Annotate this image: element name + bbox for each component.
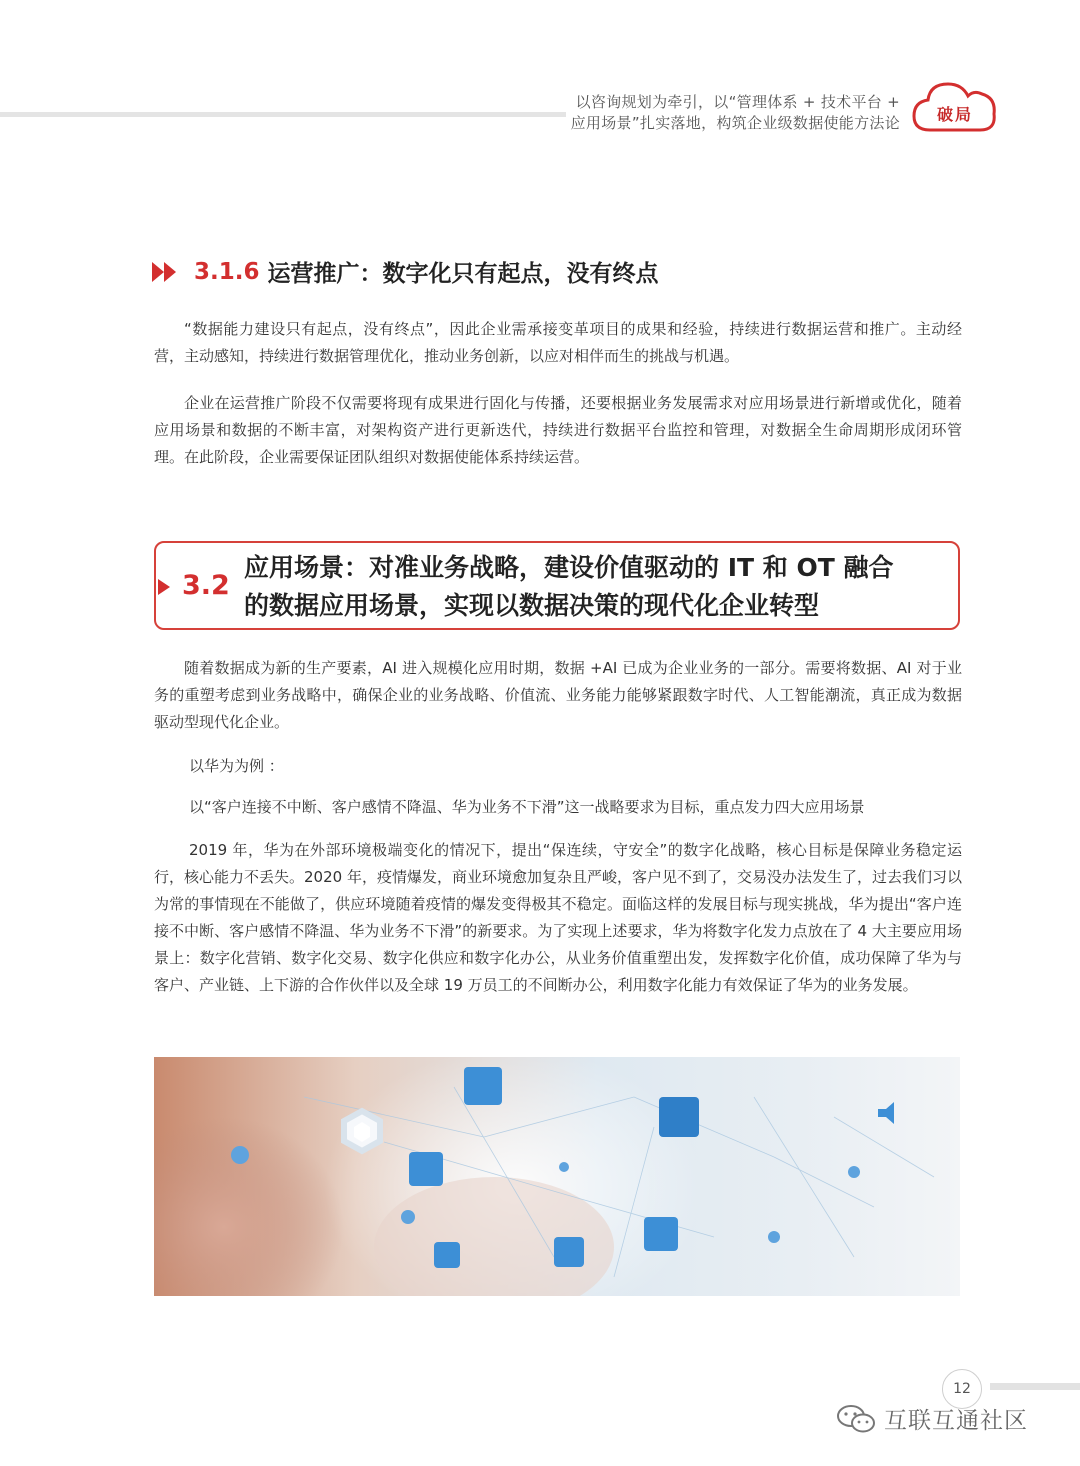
section-3-1-6-heading [152,255,659,288]
watermark [836,1402,1028,1435]
section-number: 3.2 [182,570,230,601]
digital-network-photo [154,1057,960,1296]
header-tagline-line1: 以咨询规划为牵引，以“管理体系 + 技术平台 + [575,93,900,111]
section-title: 运营推广：数字化只有起点，没有终点 [267,261,659,287]
double-arrow-icon [152,260,182,284]
section-title-line2: 的数据应用场景，实现以数据决策的现代化企业转型 [244,591,820,620]
header-tagline-line2: 应用场景”扎实落地，构筑企业级数据使能方法论 [570,114,900,132]
header-tagline [571,92,900,134]
paragraph: 企业在运营推广阶段不仅需要将现有成果进行固化与传播，还要根据业务发展需求对应用场景进行新增或优化，随着应用场景和数据的不断丰富，对架构资产进行更新迭代，持续进行数据平台监控和管理，对数据全生命周期形成闭环管理。在此阶段，企业需要保证团队组织对数据使能体系持续运营。 [154,394,962,466]
header-badge: 破局 [936,105,973,124]
watermark-text: 互联互通社区 [884,1408,1028,1434]
arrow-icon [158,579,170,595]
photo-illustration [154,1057,960,1296]
header-rule [0,112,566,117]
page-number: 12 [942,1369,982,1409]
section-number: 3.1.6 [194,258,260,285]
paragraph: 2019 年，华为在外部环境极端变化的情况下，提出“保连续，守安全”的数字化战略，核心目标是保障业务稳定运行，核心能力不丢失。2020 年，疫情爆发，商业环境愈加复杂且严峻，客户见不到了，交易没办法发生了，过去我们习以为常的事情现在不能做了，供应环境随着疫情的爆发变得极其不稳定。面临这样的发展目标与现实挑战，华为提出“客户连接不中断、客户感情不降温、华为业务不下滑”的新要求。为了实现上述要求，华为将数字化发力点放在了 4 大主要应用场景上：数字化营销、数字化交易、数字化供应和数字化办公，从业务价值重塑出发，发挥数字化价值，成功保障了华为与客户、产业链、上下游的合作伙伴以及全球 19 万员工的不间断办公，利用数字化能力有效保证了华为的业务发展。 [154,841,962,994]
section-3-2-heading-box [154,541,960,630]
paragraph: “数据能力建设只有起点，没有终点”，因此企业需承接变革项目的成果和经验，持续进行数据运营和推广。主动经营，主动感知，持续进行数据管理优化，推动业务创新，以应对相伴而生的挑战与机遇。 [154,320,962,365]
section-title-line1: 应用场景：对准业务战略，建设价值驱动的 IT 和 OT 融合 [244,553,894,582]
footer-rule [990,1383,1080,1390]
paragraph: 随着数据成为新的生产要素，AI 进入规模化应用时期，数据 +AI 已成为企业业务的一部分。需要将数据、AI 对于业务的重塑考虑到业务战略中，确保企业的业务战略、价值流、业务能力能够紧跟数字时代、人工智能潮流，真正成为数据驱动型现代化企业。 [154,659,962,731]
paragraph: 以华为为例 ： [189,757,284,775]
section-title [244,549,956,625]
paragraph: 以“客户连接不中断、客户感情不降温、华为业务不下滑”这一战略要求为目标，重点发力四大应用场景 [189,798,865,816]
wechat-icon [836,1403,876,1435]
